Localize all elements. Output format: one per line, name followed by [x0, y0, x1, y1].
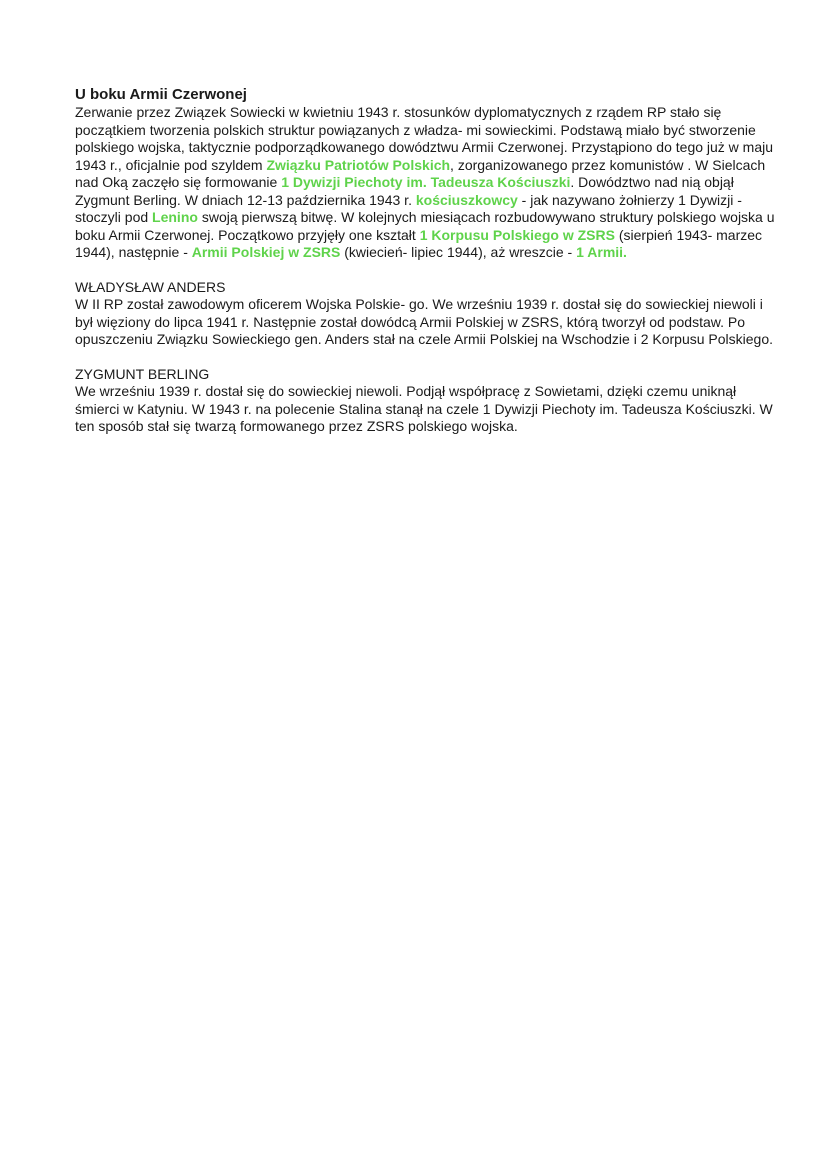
text-run: - jak nazywano żołnierzy 1 Dywizji - stoczyli pod	[75, 191, 742, 225]
highlight-term: 1 Korpusu Polskiego w ZSRS	[419, 226, 615, 243]
highlight-term: Armii Polskiej w ZSRS	[191, 244, 341, 260]
section-title: U boku Armii Czerwonej	[75, 86, 247, 103]
text-run: , zorganizowanego przez komunistów . W Sielcach nad Oką zaczęło się formowanie	[75, 156, 766, 190]
person-bio: W II RP został zawodowym oficerem Wojska Polskie- go. We wrześniu 1939 r. dostał się do sowieckiej niewoli i był więziony do lipca 1941 r. Następnie został dowódcą Armii Polskiej w ZSRS, którą tworzył od podstaw. Po opuszczeniu Związku Sowieckiego gen. Anders stał na czele Armii Polskiej na Wschodzie i 2 Korpusu Polskiego.	[75, 296, 774, 347]
section-red-army	[75, 86, 775, 262]
text-run: (sierpień 1943- marzec 1944), następnie -	[75, 226, 763, 260]
highlight-term: 1 Dywizji Piechoty im. Tadeusza Kościuszki	[281, 174, 571, 190]
document-page	[75, 86, 775, 436]
highlight-term: kościuszkowcy	[415, 191, 518, 208]
highlight-term: 1 Armii.	[576, 244, 627, 260]
text-run: (kwiecień- lipiec 1944), aż wreszcie -	[340, 244, 577, 260]
section-berling	[75, 366, 775, 436]
person-title: ZYGMUNT BERLING	[75, 365, 210, 382]
section-body	[75, 104, 775, 262]
text-run: Zerwanie przez Związek Sowiecki w kwietniu 1943 r. stosunków dyplomatycznych z rządem RP stało się początkiem tworzenia polskich struktur powiązanych z władza- mi sowieckimi. Podstawą miało być stworzenie polskiego wojska, taktycznie podporządkowanego dowództwu Armii Czerwonej. Przystąpiono do tego już w maju 1943 r., oficjalnie pod szyldem	[75, 104, 774, 173]
highlight-term: Lenino	[152, 209, 198, 225]
person-title: WŁADYSŁAW ANDERS	[75, 278, 226, 295]
highlight-term: Związku Patriotów Polskich	[266, 156, 451, 173]
text-run: swoją pierwszą bitwę. W kolejnych miesiącach rozbudowywano struktury polskiego wojska u boku Armii Czerwonej. Początkowo przyjęły one kształt	[75, 209, 775, 243]
text-run: . Dowództwo nad nią objął Zygmunt Berling. W dniach 12-13 października 1943 r.	[75, 174, 734, 208]
person-bio: We wrześniu 1939 r. dostał się do sowieckiej niewoli. Podjął współpracę z Sowietami, dzięki czemu uniknął śmierci w Katyniu. W 1943 r. na polecenie Stalina stanął na czele 1 Dywizji Piechoty im. Tadeusza Kościuszki. W ten sposób stał się twarzą formowanego przez ZSRS polskiego wojska.	[75, 383, 773, 434]
section-anders	[75, 279, 775, 349]
